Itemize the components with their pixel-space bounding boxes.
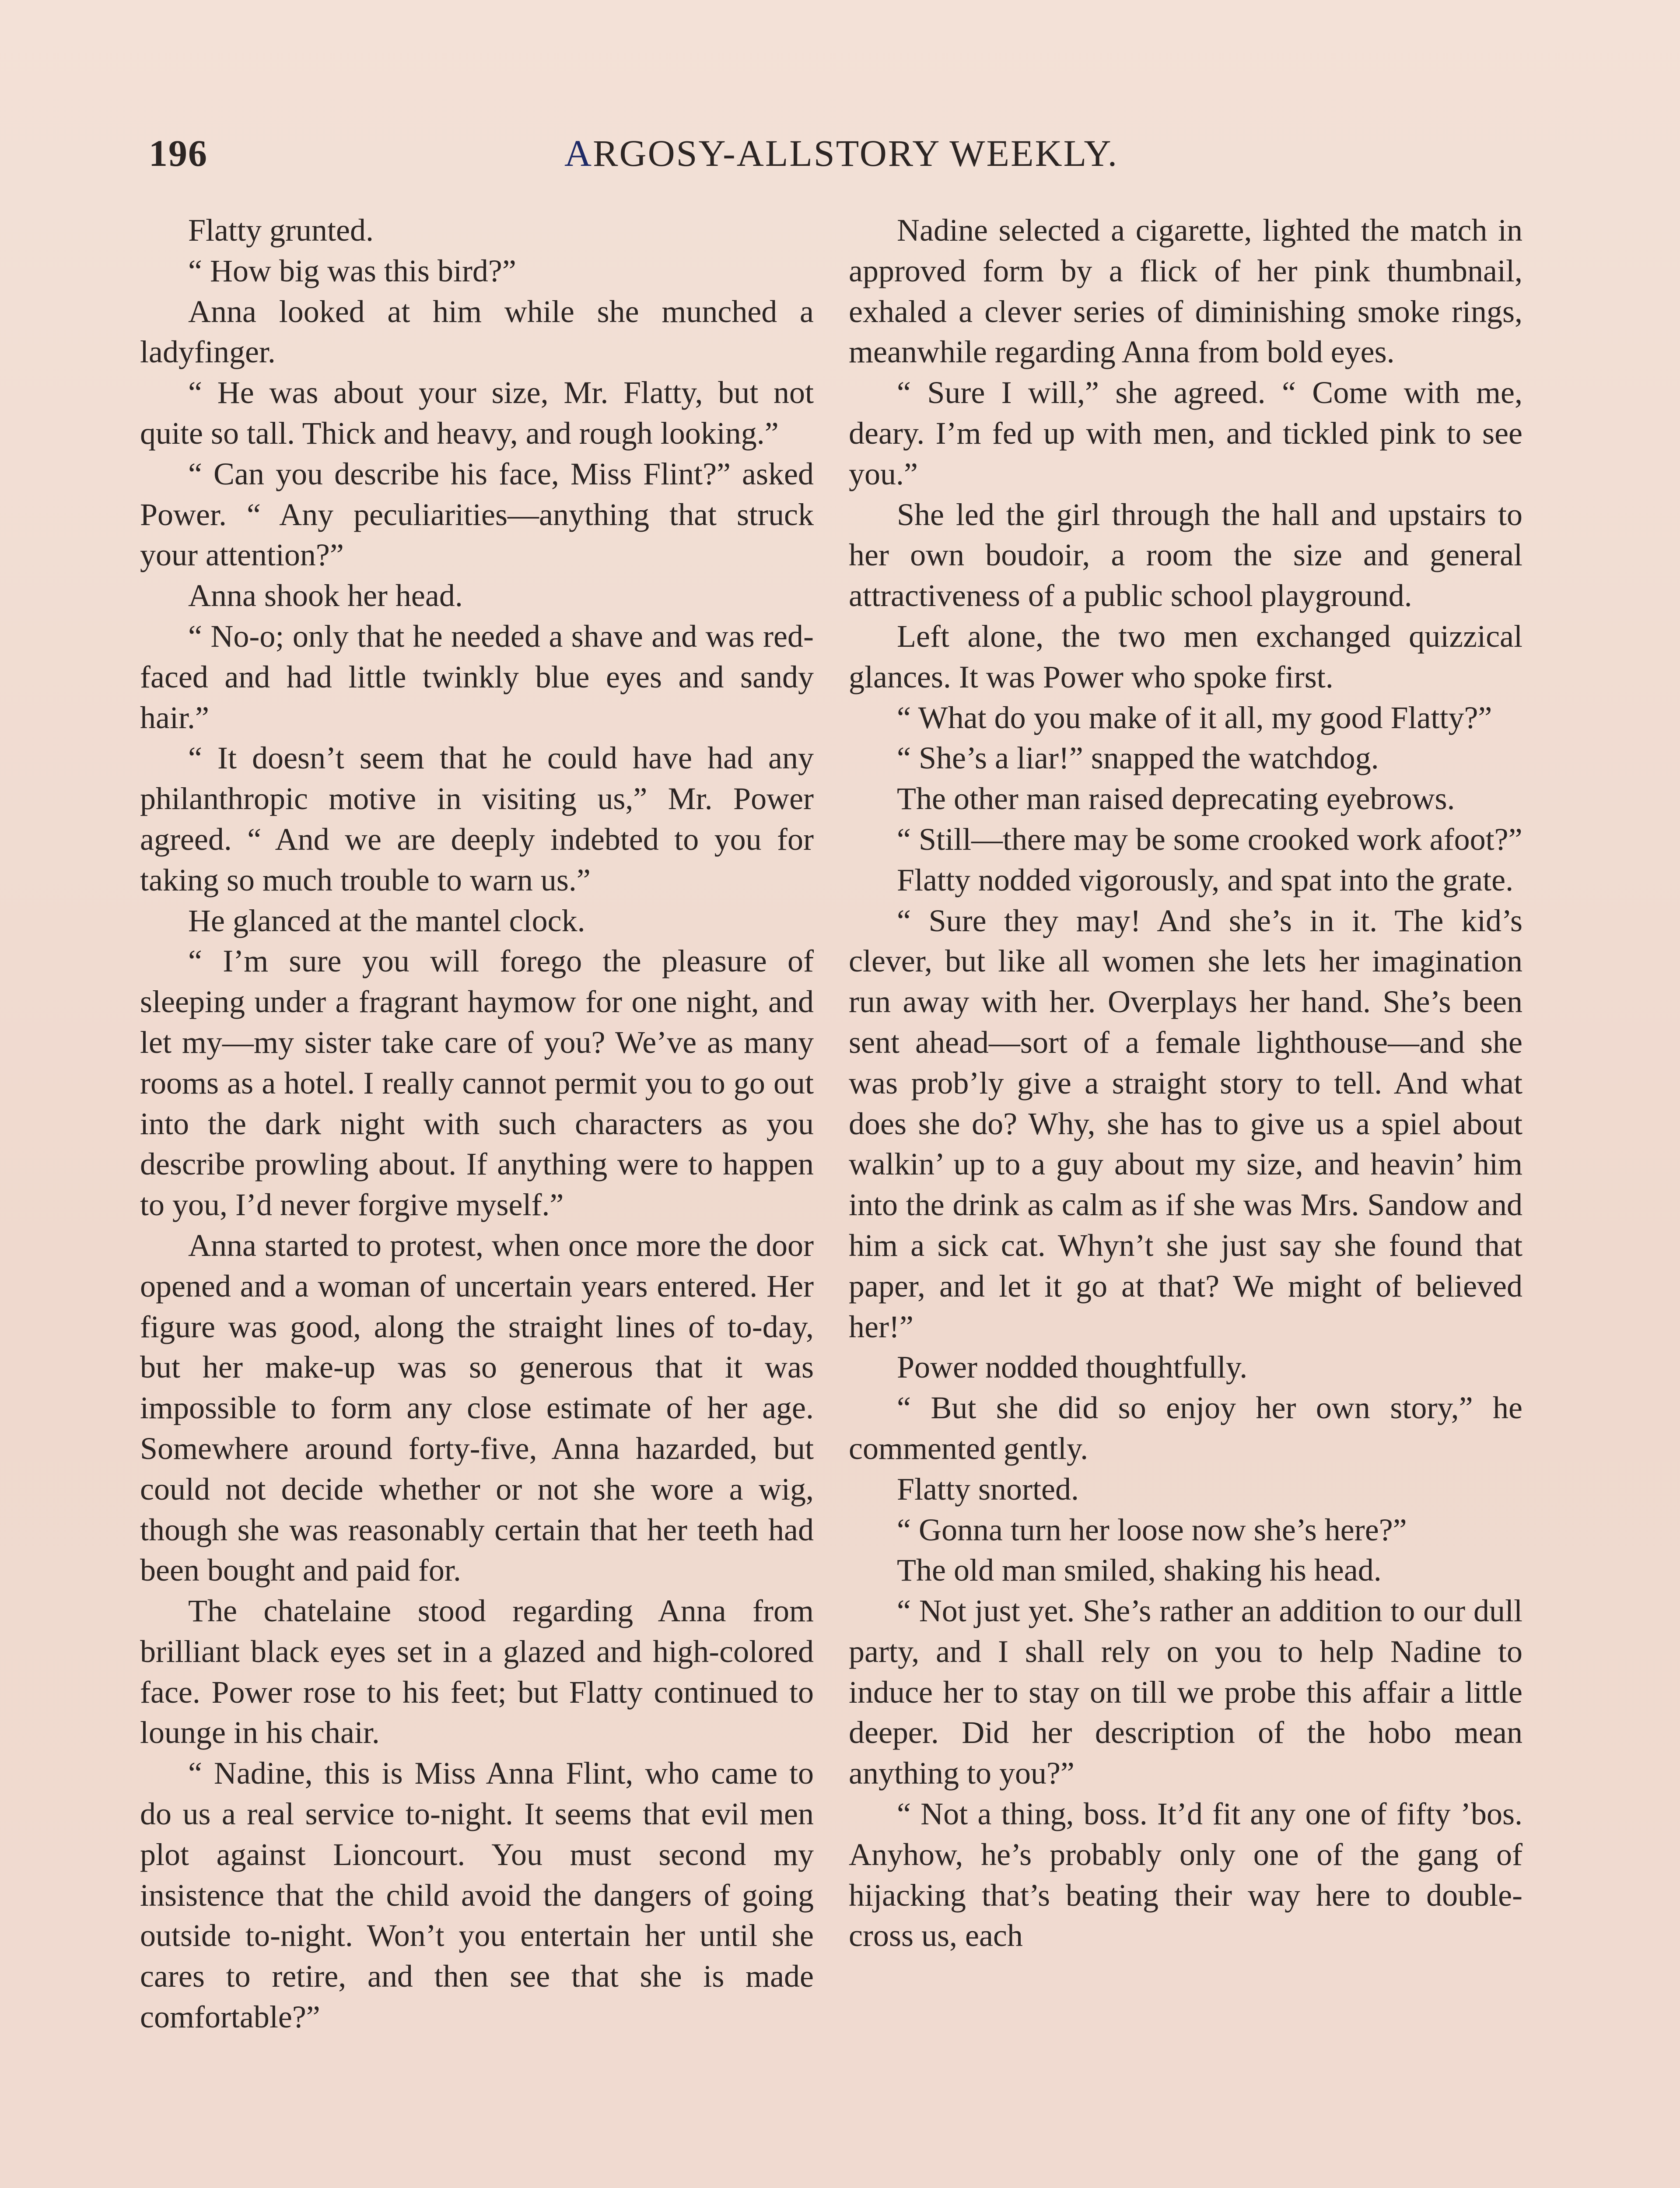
- paragraph: Power nodded thoughtfully.: [897, 1350, 1248, 1385]
- right-column: [849, 210, 1522, 1956]
- paragraph: “ No-o; only that he needed a shave and was red-faced and had little twinkly blue eyes and sandy hair.”: [140, 618, 814, 735]
- left-column: [140, 210, 814, 2037]
- paragraph: “ I’m sure you will forego the pleasure of sleeping under a fragrant haymow for one night, and let my—my sister take care of you? We’ve as many rooms as a hotel. I really cannot permit you to go out into the dark night with such characters as you describe prowling about. If anything were to happen to you, I’d never forgive myself.”: [140, 943, 814, 1223]
- paragraph: Flatty grunted.: [188, 213, 374, 248]
- running-head-text: RGOSY-ALLSTORY WEEKLY.: [593, 132, 1119, 174]
- paragraph: Anna looked at him while she munched a ladyfinger.: [140, 294, 814, 370]
- paragraph: The old man smiled, shaking his head.: [897, 1553, 1382, 1588]
- paragraph: “ Can you describe his face, Miss Flint?” asked Power. “ Any peculiarities—anything that struck your attention?”: [140, 456, 814, 573]
- paragraph: “ Not just yet. She’s rather an addition to our dull party, and I shall rely on you to help Nadine to induce her to stay on till we probe this affair a little deeper. Did her description of the hobo mean anything to you?”: [849, 1593, 1522, 1791]
- paragraph: “ What do you make of it all, my good Flatty?”: [897, 700, 1492, 735]
- paragraph: “ But she did so enjoy her own story,” he commented gently.: [849, 1390, 1522, 1466]
- paragraph: “ Sure I will,” she agreed. “ Come with me, deary. I’m fed up with men, and tickled pink to see you.”: [849, 375, 1522, 491]
- paragraph: Left alone, the two men exchanged quizzical glances. It was Power who spoke first.: [849, 618, 1522, 694]
- paragraph: “ She’s a liar!” snapped the watchdog.: [897, 740, 1379, 776]
- paragraph: Anna started to protest, when once more the door opened and a woman of uncertain years entered. Her figure was good, along the straight lines of to-day, but her make-up was so generous that it was impossible to form any close estimate of her age. Somewhere around forty-five, Anna hazarded, but could not decide whether or not she wore a wig, though she was reasonably certain that her teeth had been bought and paid for.: [140, 1227, 814, 1588]
- paragraph: “ Not a thing, boss. It’d fit any one of fifty ’bos. Anyhow, he’s probably only one of the gang of hijacking that’s beating their way here to double-cross us, each: [849, 1796, 1522, 1953]
- paragraph: The other man raised deprecating eyebrows.: [897, 781, 1455, 817]
- running-head: [564, 131, 1278, 175]
- paragraph: “ Gonna turn her loose now she’s here?”: [897, 1512, 1407, 1547]
- paragraph: Anna shook her head.: [188, 578, 463, 614]
- paragraph: Nadine selected a cigarette, lighted the match in approved form by a flick of her pink thumbnail, exhaled a clever series of diminishing smoke rings, meanwhile regarding Anna from bold eyes.: [849, 213, 1522, 370]
- paragraph: Flatty nodded vigorously, and spat into the grate.: [897, 862, 1514, 898]
- paragraph: “ He was about your size, Mr. Flatty, but not quite so tall. Thick and heavy, and rough looking.”: [140, 375, 814, 451]
- page-number: 196: [149, 132, 208, 174]
- paragraph: She led the girl through the hall and upstairs to her own boudoir, a room the size and general attractiveness of a public school playground.: [849, 497, 1522, 614]
- paragraph: Flatty snorted.: [897, 1471, 1079, 1507]
- paragraph: “ Sure they may! And she’s in it. The kid’s clever, but like all women she lets her imagination run away with her. Overplays her hand. She’s been sent ahead—sort of a female lighthouse—and she was prob’ly give a straight story to tell. And what does she do? Why, she has to give us a spiel about walkin’ up to a guy about my size, and heavin’ him into the drink as calm as if she was Mrs. Sandow and him a sick cat. Whyn’t she just say she found that paper, and let it go at that? We might of believed her!”: [849, 903, 1522, 1344]
- paragraph: “ It doesn’t seem that he could have had any philanthropic motive in visiting us,” Mr. Power agreed. “ And we are deeply indebted to you for taking so much trouble to warn us.”: [140, 740, 814, 898]
- paragraph: “ Still—there may be some crooked work afoot?”: [897, 821, 1522, 857]
- paragraph: The chatelaine stood regarding Anna from brilliant black eyes set in a glazed and high-colored face. Power rose to his feet; but Flatty continued to lounge in his chair.: [140, 1593, 814, 1750]
- running-head-initial: A: [564, 132, 593, 174]
- paragraph: “ Nadine, this is Miss Anna Flint, who came to do us a real service to-night. It seems that evil men plot against Lioncourt. You must second my insistence that the child avoid the dangers of going outside to-night. Won’t you entertain her until she cares to retire, and then see that she is made comfortable?”: [140, 1756, 814, 2035]
- paragraph: “ How big was this bird?”: [188, 253, 516, 288]
- paragraph: He glanced at the mantel clock.: [188, 903, 585, 938]
- page-header: [149, 131, 1129, 188]
